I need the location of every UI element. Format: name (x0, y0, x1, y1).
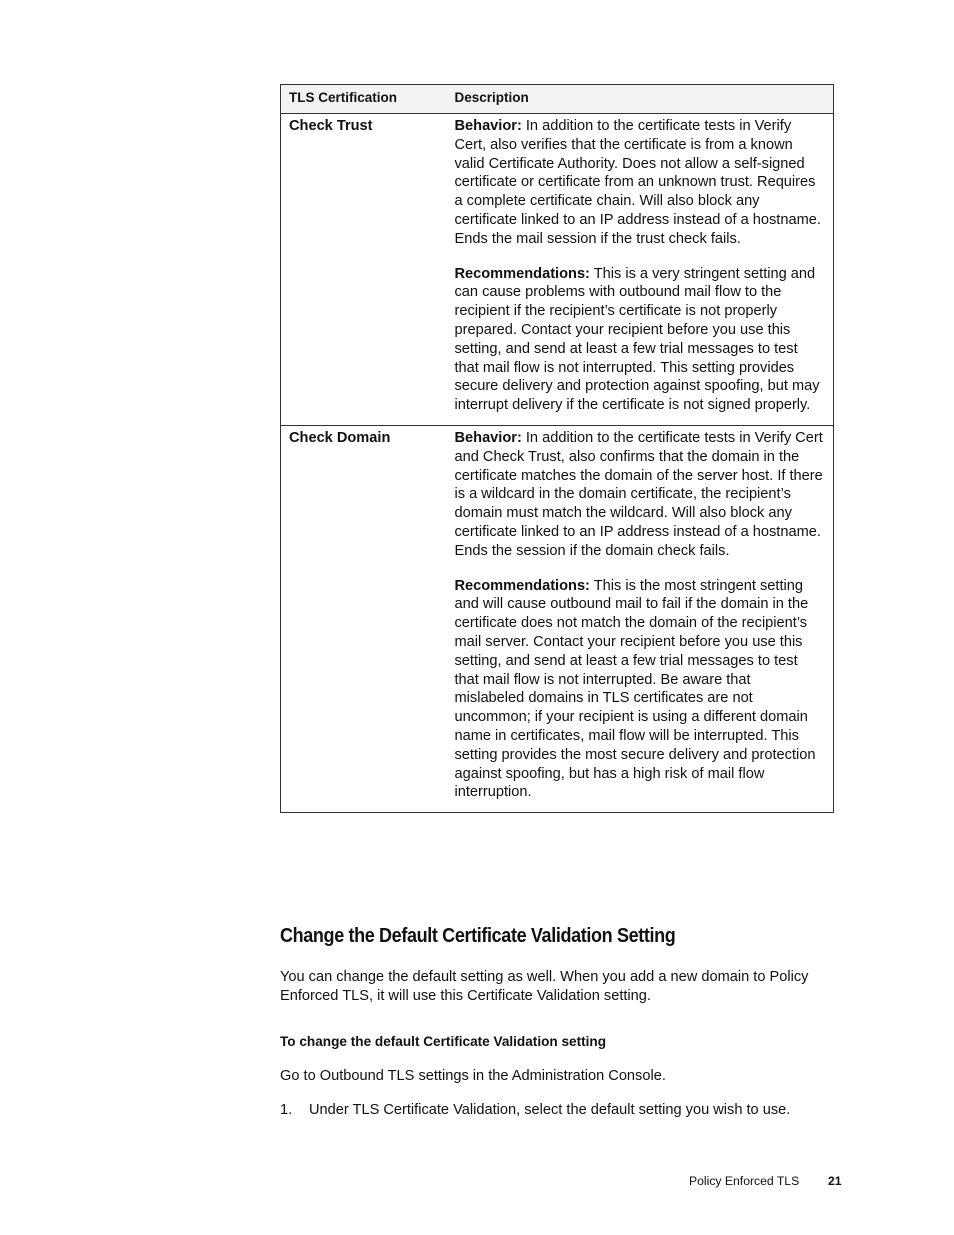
section-intro: You can change the default setting as well. When you add a new domain to Policy Enforced TLS, it will use this Certificate Validation setting. (280, 969, 809, 1004)
column-header-description: Description (447, 85, 834, 114)
description-cell (447, 114, 834, 426)
recommendations-text: This is a very stringent setting and can cause problems with outbound mail flow to the recipient if the recipient’s certificate is not properly prepared. Contact your recipient before you use this setting, and send at least a few trial messages to test that mail flow is not interrupted. This setting provides secure delivery and protection against spoofing, but may interrupt delivery if the certificate is not signed properly. (454, 265, 820, 414)
procedure-intro-step: Go to Outbound TLS settings in the Administration Console. (280, 1068, 666, 1084)
behavior-label: Behavior: (454, 118, 522, 134)
procedure-step (280, 1102, 790, 1118)
table-header-row (281, 85, 834, 114)
footer-document-title: Policy Enforced TLS (689, 1174, 800, 1188)
recommendations-paragraph (455, 577, 824, 803)
certification-name: Check Trust (281, 114, 447, 426)
recommendations-text: This is the most stringent setting and will cause outbound mail to fail if the domain in the certificate does not match the domain of the recipient’s mail server. Contact your recipient before you use this setting, and send at least a few trial messages to test that mail flow is not interrupted. Be aware that mislabeled domains in TLS certificates are not uncommon; if your recipient is using a different domain name in certificates, mail flow will be interrupted. This setting provides the most secure delivery and protection against spoofing, but has a high risk of mail flow interruption. (454, 577, 816, 801)
column-header-tls-certification: TLS Certification (281, 85, 447, 114)
recommendations-label: Recommendations: (454, 577, 590, 594)
behavior-text: In addition to the certificate tests in Verify Cert and Check Trust, also confirms that the domain in the certificate matches the domain of the server host. If there is a wildcard in the domain certificate, the recipient’s domain must match the wildcard. Will also block any certificate linked to an IP address instead of a hostname. Ends the session if the domain check fails. (454, 429, 823, 559)
page-footer (689, 1174, 842, 1188)
section-heading: Change the Default Certificate Validation Setting (280, 925, 676, 947)
behavior-text: In addition to the certificate tests in Verify Cert, also verifies that the certificate is from a known valid Certificate Authority. Does not allow a self-signed certificate or certificate from an unknown trust. Requires a complete certificate chain. Will also block any certificate linked to an IP address instead of a hostname. Ends the mail session if the trust check fails. (454, 118, 821, 247)
page-number: 21 (828, 1174, 842, 1188)
procedure-title: To change the default Certificate Validation setting (280, 1034, 607, 1049)
step-number: 1. (280, 1102, 293, 1118)
behavior-paragraph (455, 429, 824, 561)
certification-name: Check Domain (281, 425, 447, 812)
recommendations-label: Recommendations: (454, 265, 590, 282)
description-cell (447, 425, 834, 812)
step-text: Under TLS Certificate Validation, select the default setting you wish to use. (309, 1102, 791, 1118)
table-row-check-trust (281, 114, 834, 426)
behavior-paragraph (455, 117, 824, 249)
recommendations-paragraph (455, 265, 824, 415)
table-row-check-domain (281, 425, 834, 812)
behavior-label: Behavior: (454, 429, 522, 446)
tls-certification-table (280, 84, 834, 813)
